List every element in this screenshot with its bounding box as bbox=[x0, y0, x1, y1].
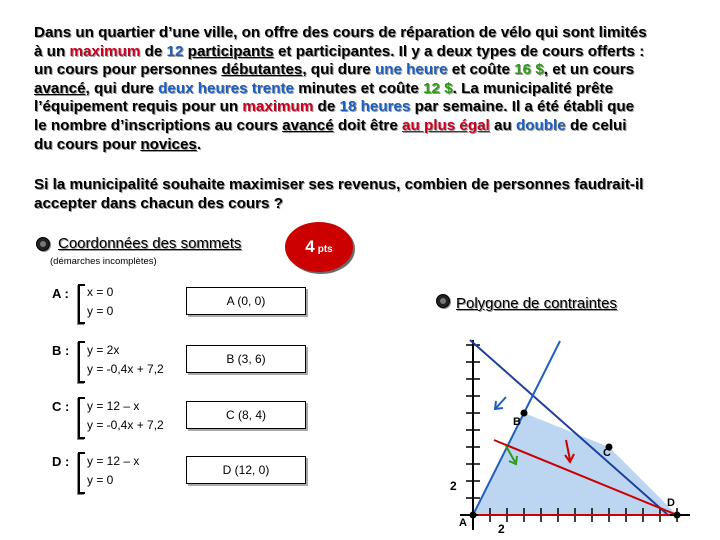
question-line: Si la municipalité souhaite maximiser ses revenus, combien de personnes faudrait-il bbox=[34, 176, 644, 193]
question-line: accepter dans chacun des cours ? bbox=[34, 194, 283, 212]
arrow-icon bbox=[495, 397, 506, 409]
vertex-result: B (3, 6) bbox=[186, 345, 306, 373]
text-segment: et participantes. Il y a deux types de cours offerts : bbox=[273, 42, 645, 60]
text-segment: à un bbox=[34, 42, 70, 60]
vertices-note: (démarches incomplètes) bbox=[50, 256, 157, 267]
x-tick-label: 2 bbox=[498, 522, 505, 536]
text-segment: avancé bbox=[282, 116, 334, 134]
vertex-a-marker bbox=[470, 512, 477, 519]
text-segment: au bbox=[489, 116, 516, 134]
vertex-c-label: C bbox=[603, 447, 611, 459]
points-unit: pts bbox=[317, 243, 333, 255]
text-segment: par semaine. Il a été établi que bbox=[410, 98, 635, 116]
vertex-a-label: A bbox=[459, 517, 467, 529]
vertex-d-label: D bbox=[667, 497, 675, 509]
text-segment: un cours pour personnes bbox=[34, 61, 222, 79]
text-segment: double bbox=[515, 116, 566, 134]
points-value: 4 bbox=[305, 237, 315, 256]
text-segment: maximum bbox=[69, 42, 141, 60]
text-segment: débutantes bbox=[221, 61, 303, 79]
equation-2: y = 0 bbox=[87, 304, 114, 318]
vertices-heading: Coordonnées des sommets bbox=[58, 235, 242, 252]
text-segment: 18 heures bbox=[339, 98, 411, 116]
equation-2: y = -0,4x + 7,2 bbox=[87, 418, 164, 432]
equation-2: y = 0 bbox=[87, 473, 114, 487]
text-segment: de bbox=[313, 98, 340, 116]
equation-1: y = 2x bbox=[87, 343, 120, 357]
system-label: A : bbox=[52, 286, 69, 301]
text-segment: Dans un quartier d’une ville, on offre des cours de réparation de vélo qui sont limités bbox=[34, 24, 647, 41]
text-segment: avancé bbox=[34, 79, 86, 97]
vertex-b-marker bbox=[521, 410, 528, 417]
text-segment: 12 bbox=[166, 42, 184, 60]
text-segment: participants bbox=[187, 42, 274, 60]
system-label: D : bbox=[52, 454, 70, 469]
system-label: B : bbox=[52, 343, 70, 358]
y-tick-label: 2 bbox=[450, 479, 457, 493]
text-segment: le nombre d’inscriptions au cours bbox=[34, 116, 283, 134]
text-segment: l’équipement requis pour un bbox=[34, 98, 243, 116]
text-segment: et coûte bbox=[447, 61, 515, 79]
text-segment: maximum bbox=[242, 98, 314, 116]
text-segment: au plus égal bbox=[402, 116, 490, 134]
text-segment: . bbox=[196, 135, 202, 153]
polygon-heading: Polygone de contraintes bbox=[456, 295, 617, 312]
text-segment: minutes et coûte bbox=[293, 79, 424, 97]
equation-1: x = 0 bbox=[87, 285, 114, 299]
equation-1: y = 12 – x bbox=[87, 454, 140, 468]
vertex-result: D (12, 0) bbox=[186, 456, 306, 484]
text-segment: de bbox=[140, 42, 167, 60]
text-segment: , et un cours bbox=[543, 61, 635, 79]
text-segment: doit être bbox=[333, 116, 402, 134]
vertex-b-label: B bbox=[513, 416, 521, 428]
text-segment: , qui dure bbox=[302, 61, 375, 79]
text-segment: 16 $ bbox=[514, 61, 544, 79]
text-segment: novices bbox=[140, 135, 197, 153]
system-label: C : bbox=[52, 399, 70, 414]
text-segment: de celui bbox=[565, 116, 627, 134]
vertex-d-marker bbox=[674, 512, 681, 519]
equation-2: y = -0,4x + 7,2 bbox=[87, 362, 164, 376]
vertex-result: A (0, 0) bbox=[186, 287, 306, 315]
text-segment: . La municipalité prête bbox=[452, 79, 614, 97]
text-segment: 12 $ bbox=[423, 79, 453, 97]
text-segment: deux heures trente bbox=[158, 79, 294, 97]
equation-1: y = 12 – x bbox=[87, 399, 140, 413]
vertex-result: C (8, 4) bbox=[186, 401, 306, 429]
text-segment: , qui dure bbox=[85, 79, 159, 97]
text-segment: du cours pour bbox=[34, 135, 141, 153]
text-segment: une heure bbox=[374, 61, 448, 79]
feasible-region bbox=[473, 413, 677, 515]
